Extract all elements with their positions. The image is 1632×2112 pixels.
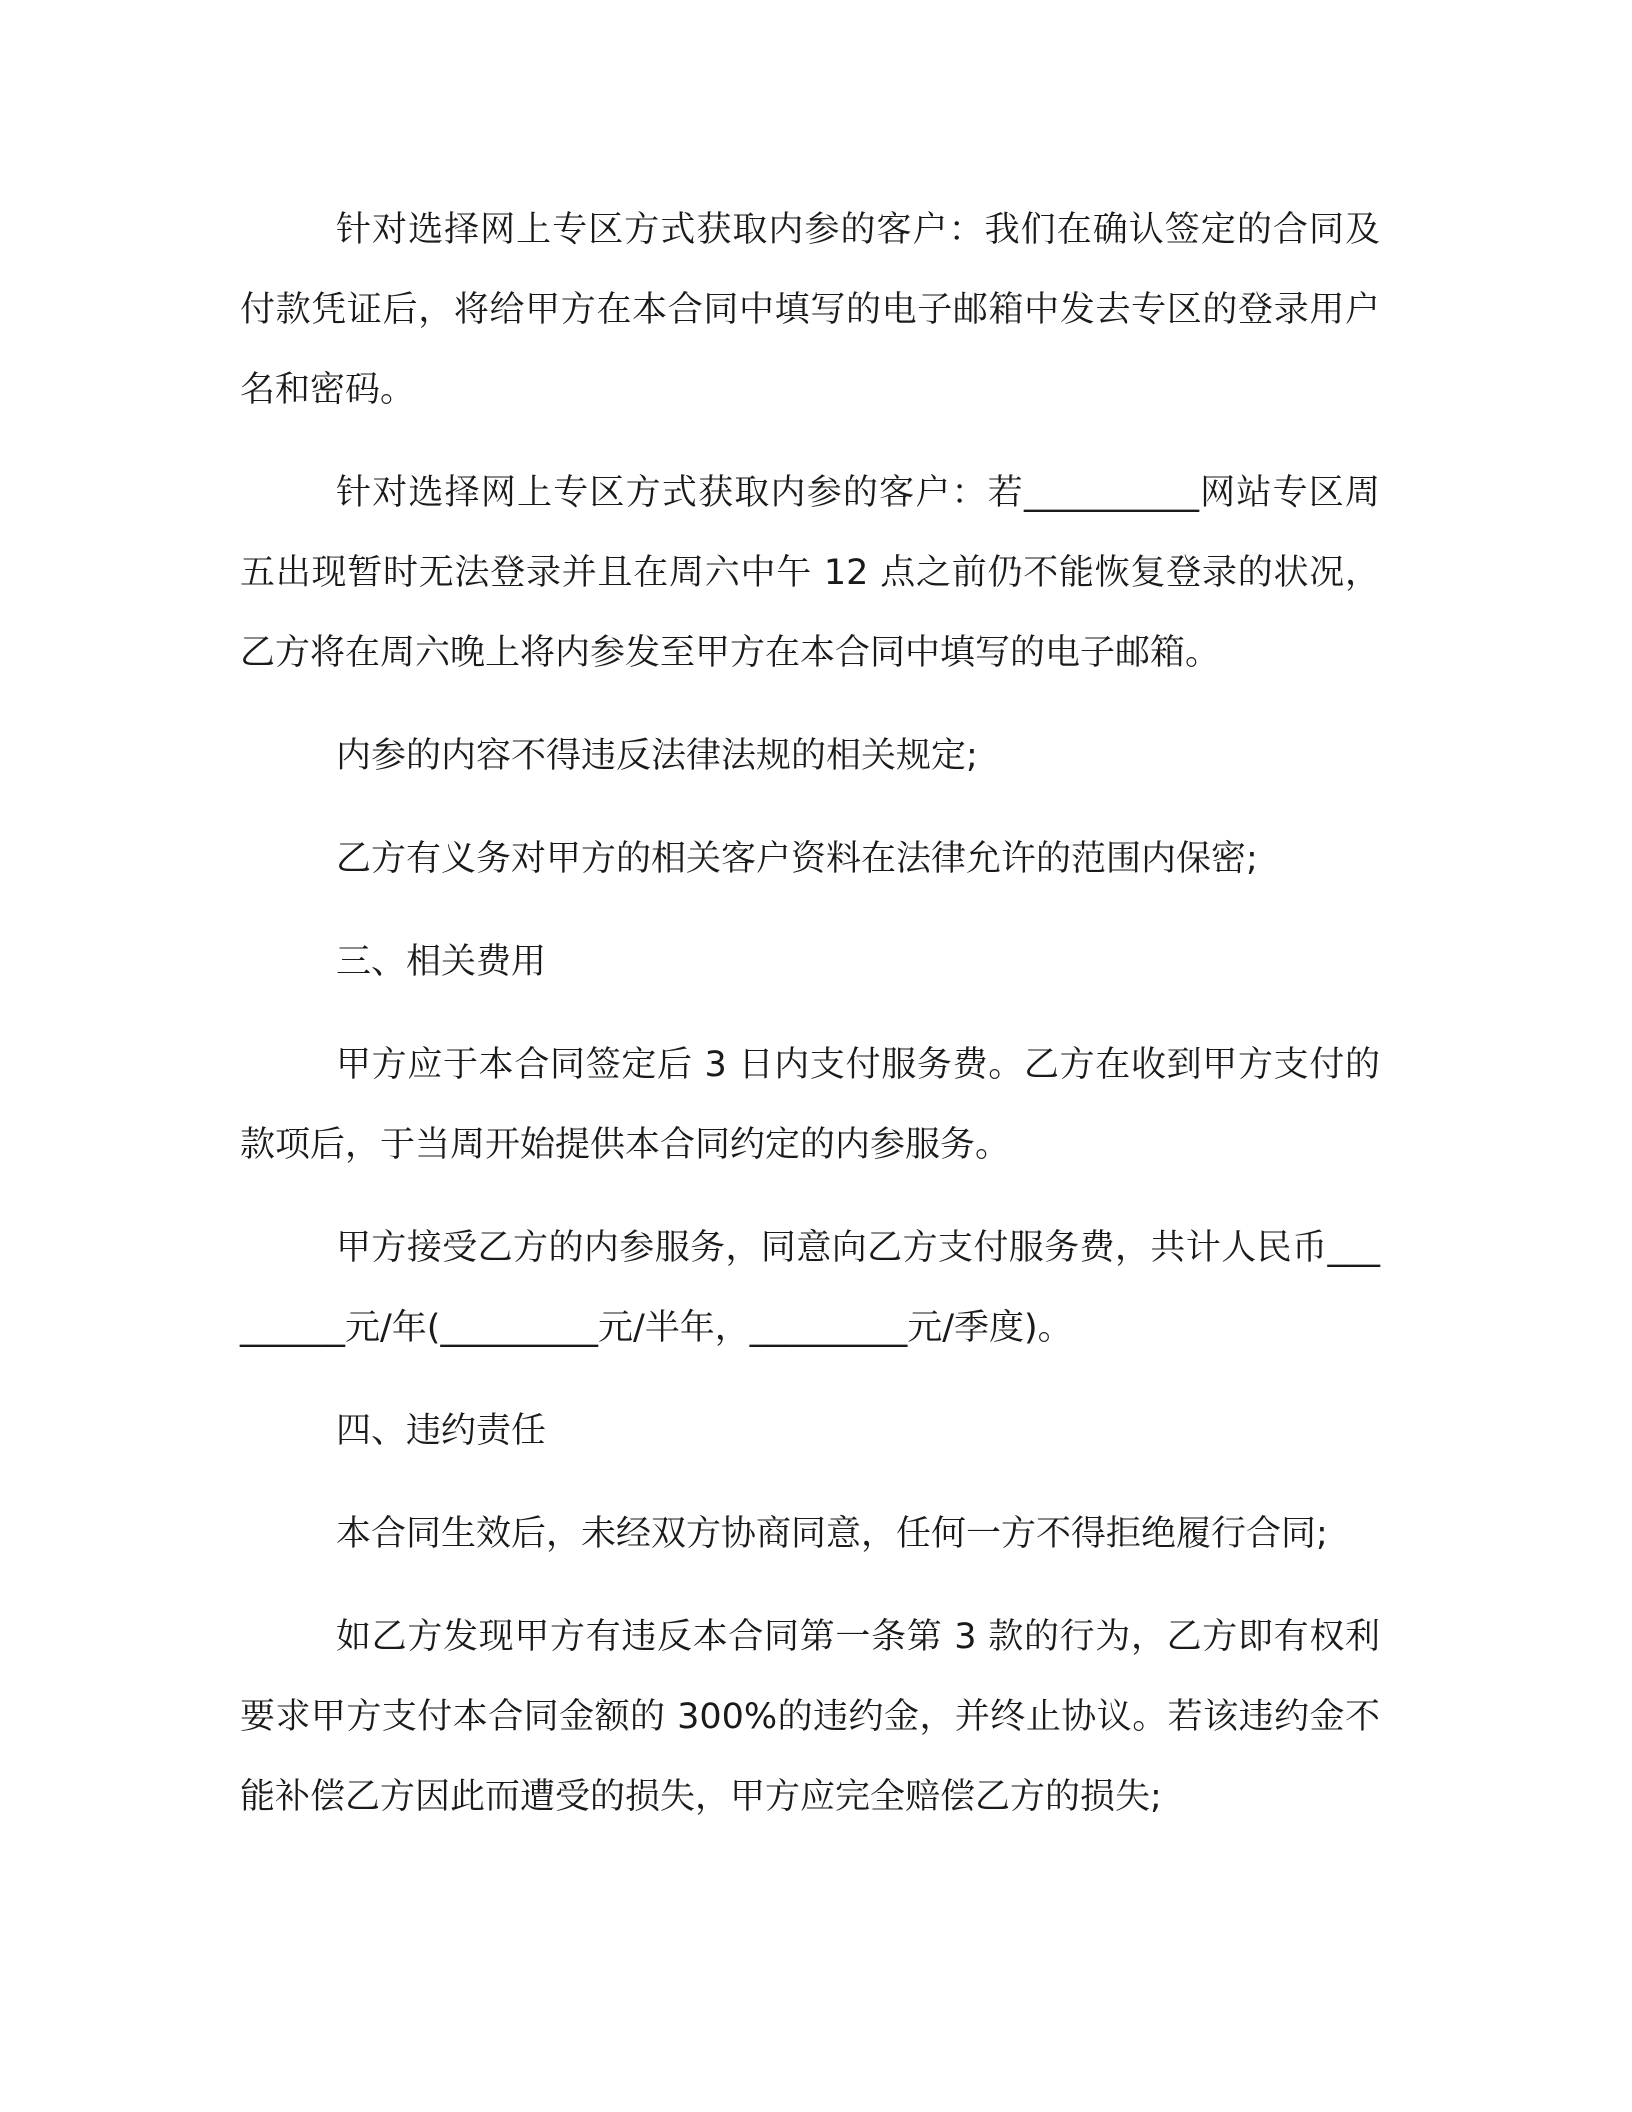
paragraph-content-compliance: 内参的内容不得违反法律法规的相关规定; bbox=[336, 736, 978, 776]
paragraph-penalty: 如乙方发现甲方有违反本合同第一条第 3 款的行为，乙方即有权利要求甲方支付本合同金额的 300%的违约金，并终止协议。若该违约金不能补偿乙方因此而遭受的损失，甲方应完全赔偿乙方的损失; bbox=[240, 1617, 1380, 1817]
paragraph-confidentiality: 乙方有义务对甲方的相关客户资料在法律允许的范围内保密; bbox=[336, 839, 1258, 879]
section-heading-liability: 四、违约责任 bbox=[336, 1411, 547, 1451]
paragraph-no-refusal: 本合同生效后，未经双方协商同意，任何一方不得拒绝履行合同; bbox=[336, 1514, 1328, 1554]
paragraph-service-fee: 甲方接受乙方的内参服务，同意向乙方支付服务费，共计人民币_________元/年(_________元/半年，_________元/季度)。 bbox=[240, 1228, 1380, 1348]
paragraph-login-credentials: 针对选择网上专区方式获取内参的客户：我们在确认签定的合同及付款凭证后，将给甲方在本合同中填写的电子邮箱中发去专区的登录用户名和密码。 bbox=[240, 210, 1380, 410]
section-heading-fees: 三、相关费用 bbox=[336, 942, 547, 982]
paragraph-payment-timing: 甲方应于本合同签定后 3 日内支付服务费。乙方在收到甲方支付的款项后，于当周开始提供本合同约定的内参服务。 bbox=[240, 1045, 1380, 1165]
paragraph-login-failure: 针对选择网上专区方式获取内参的客户：若__________网站专区周五出现暂时无法登录并且在周六中午 12 点之前仍不能恢复登录的状况，乙方将在周六晚上将内参发至甲方在本合同中填写的电子邮箱。 bbox=[240, 473, 1380, 673]
document-page bbox=[240, 190, 1380, 1860]
